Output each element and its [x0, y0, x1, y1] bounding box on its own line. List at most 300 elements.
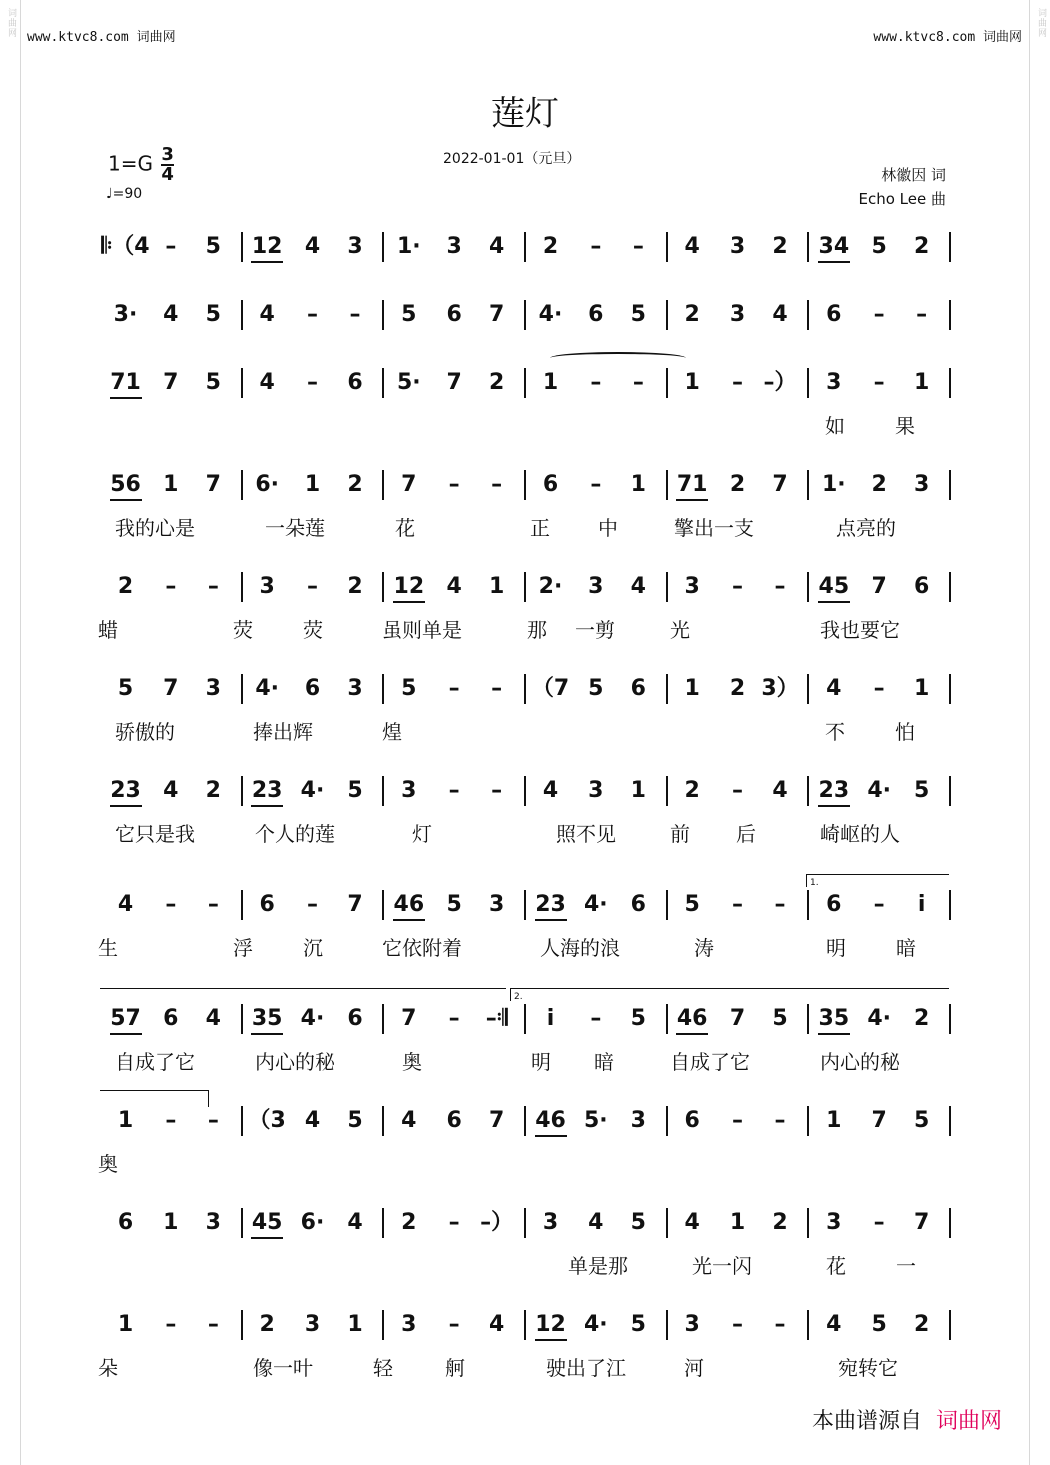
volta-end: [100, 1090, 209, 1107]
note: –: [307, 892, 318, 917]
eighth-beam: [251, 805, 283, 807]
right-margin-strip: [1029, 0, 1050, 1465]
note: 1: [163, 472, 179, 497]
note: –: [732, 1312, 743, 1337]
note: 3: [826, 1210, 842, 1235]
note: 1: [163, 1210, 179, 1235]
lyric-text: 自成了它: [115, 1050, 195, 1074]
note: 1·: [396, 234, 421, 259]
bar-line: [807, 890, 809, 920]
bar-line: [241, 232, 243, 262]
lyric-text: 捧出辉: [253, 720, 313, 744]
note: 4: [826, 676, 842, 701]
note: （3: [248, 1108, 286, 1133]
bar-line: [382, 674, 384, 704]
note: –: [448, 778, 460, 803]
note: 5: [347, 1108, 363, 1133]
note: 4: [684, 234, 700, 259]
bar-line: [241, 1106, 243, 1136]
note: 7: [163, 676, 179, 701]
note: 2: [729, 472, 746, 497]
bar-line: [524, 470, 526, 500]
lyric-text: 内心的秘: [255, 1050, 335, 1074]
bar-line: [949, 674, 951, 704]
volta-label-2: 2.: [514, 992, 523, 1002]
note: 7: [347, 892, 363, 917]
note: 4: [163, 302, 179, 327]
note: 5: [630, 302, 646, 327]
note: 4: [772, 302, 788, 327]
bar-line: [382, 300, 384, 330]
note: 5: [205, 234, 221, 259]
note: –: [873, 676, 885, 701]
note: 5: [914, 1108, 930, 1133]
left-margin-strip: [0, 0, 21, 1465]
bar-line: [241, 1310, 243, 1340]
note: 6: [347, 370, 363, 395]
note: 3: [542, 1210, 559, 1235]
bar-line: [524, 674, 526, 704]
note: 4·: [867, 1006, 891, 1031]
lyric-text: 河: [684, 1356, 704, 1380]
note: 6: [588, 302, 604, 327]
volta-bracket-1: [806, 874, 949, 887]
lyric-text: 如: [825, 414, 845, 438]
note: 3: [347, 234, 363, 259]
note: 3: [826, 370, 842, 395]
note: –: [349, 302, 361, 327]
lyric-text: 光一闪: [692, 1254, 752, 1278]
lyric-text: 奥: [98, 1152, 118, 1176]
eighth-beam: [393, 601, 425, 603]
left-margin-watermark: 词曲网: [6, 8, 16, 38]
note: –: [207, 574, 219, 599]
eighth-beam: [110, 805, 142, 807]
note: 3: [401, 1312, 417, 1337]
note: 4: [772, 778, 788, 803]
bar-line: [807, 368, 809, 398]
bar-line: [807, 1208, 809, 1238]
eighth-beam: [251, 1033, 283, 1035]
lyric-text: 擎出一支: [674, 516, 754, 540]
note: –: [632, 234, 644, 259]
note: –: [207, 892, 219, 917]
note: 23: [535, 892, 566, 917]
note: –: [491, 778, 503, 803]
lyric-text: 我的心是: [115, 516, 195, 540]
lyric-text: 一: [896, 1254, 916, 1278]
note: 12: [251, 234, 283, 259]
note: 46: [393, 892, 425, 917]
note: 5: [630, 1312, 646, 1337]
note: –: [774, 574, 786, 599]
note: 6: [304, 676, 321, 701]
note: 5: [401, 676, 417, 701]
note: 6: [542, 472, 559, 497]
note: –: [732, 892, 743, 917]
note: –𝄇: [485, 1006, 508, 1031]
bar-line: [666, 674, 668, 704]
note: 4: [304, 1108, 321, 1133]
note: 2: [347, 574, 363, 599]
bar-line: [807, 1106, 809, 1136]
tempo-value: =90: [112, 186, 143, 202]
song-title: 莲灯: [491, 94, 559, 134]
composer-credit: Echo Lee 曲: [858, 190, 946, 208]
bar-line: [382, 572, 384, 602]
note: 6: [914, 574, 930, 599]
note: –: [165, 234, 177, 259]
note: 7: [489, 1108, 505, 1133]
tie-mark: [550, 352, 686, 364]
bar-line: [524, 572, 526, 602]
lyric-text: 生: [98, 936, 118, 960]
note: 4: [401, 1108, 417, 1133]
note: 23: [251, 778, 283, 803]
lyric-text: 正: [530, 516, 550, 540]
date-label: 2022-01-01（元旦）: [443, 151, 581, 167]
note: 1·: [821, 472, 846, 497]
key-label: 1=G: [108, 151, 153, 176]
note: 46: [535, 1108, 566, 1133]
note: 3: [259, 574, 275, 599]
note: 3: [304, 1312, 321, 1337]
bar-line: [949, 232, 951, 262]
bar-line: [949, 1106, 951, 1136]
note: 5: [117, 676, 134, 701]
note: 1: [914, 676, 930, 701]
note: 2: [684, 778, 700, 803]
note: 5: [205, 370, 221, 395]
bar-line: [807, 232, 809, 262]
bar-line: [241, 368, 243, 398]
note: 2: [871, 472, 887, 497]
note: –: [165, 1108, 177, 1133]
bar-line: [949, 776, 951, 806]
note: 23: [110, 778, 141, 803]
lyric-text: 明: [826, 936, 846, 960]
note: 4·: [300, 778, 325, 803]
lyric-text: 朵: [98, 1356, 118, 1380]
lyric-text: 照不见: [556, 822, 616, 846]
note: 6: [446, 302, 462, 327]
note: 4: [630, 574, 646, 599]
bar-line: [241, 674, 243, 704]
note: 1: [729, 1210, 746, 1235]
bar-line: [666, 232, 668, 262]
tempo-marking: [106, 186, 142, 202]
note: 7: [163, 370, 179, 395]
note: 45: [818, 574, 850, 599]
lyric-text: 一朵莲: [265, 516, 325, 540]
lyric-text: 驶出了江: [546, 1356, 626, 1380]
note: 1: [489, 574, 505, 599]
bar-line: [524, 300, 526, 330]
note: 4: [304, 234, 321, 259]
header-site-left[interactable]: www.ktvc8.com 词曲网: [27, 30, 176, 45]
note: –: [873, 1210, 885, 1235]
note: –: [774, 1312, 786, 1337]
lyric-text: 果: [895, 414, 915, 438]
eighth-beam: [676, 499, 708, 501]
eighth-beam: [535, 919, 567, 921]
footer-brand-link[interactable]: 词曲网: [935, 1409, 1002, 1434]
note: 4: [205, 1006, 221, 1031]
time-signature: [161, 146, 174, 184]
bar-line: [807, 1004, 809, 1034]
eighth-beam: [110, 397, 142, 399]
note: 5: [446, 892, 462, 917]
note: 3: [729, 302, 746, 327]
note: 4: [588, 1210, 604, 1235]
note: 3: [205, 676, 221, 701]
lyric-text: 花: [395, 516, 415, 540]
note: 3: [630, 1108, 646, 1133]
note: 4: [163, 778, 179, 803]
note: 5: [914, 778, 930, 803]
bar-line: [382, 470, 384, 500]
note: 56: [110, 472, 141, 497]
bar-line: [666, 1310, 668, 1340]
note: 3: [347, 676, 363, 701]
note: 5: [871, 234, 887, 259]
note: 1: [826, 1108, 842, 1133]
lyricist-credit: 林徽因 词: [881, 166, 946, 184]
note: 2: [259, 1312, 275, 1337]
note: 7: [401, 1006, 417, 1031]
note: 6: [163, 1006, 179, 1031]
note: 5: [630, 1006, 646, 1031]
bar-line: [382, 776, 384, 806]
note: 12: [393, 574, 425, 599]
lyric-text: 人海的浪: [540, 936, 620, 960]
lyric-text: 荧: [233, 618, 253, 642]
note: 7: [871, 574, 887, 599]
note: 2: [772, 1210, 788, 1235]
note: –: [732, 370, 743, 395]
note: 5: [205, 302, 221, 327]
lyric-text: 虽则单是: [382, 618, 462, 642]
eighth-beam: [818, 1033, 850, 1035]
right-margin-watermark: 词曲网: [1036, 8, 1046, 38]
note: 1: [304, 472, 321, 497]
note: –: [590, 1006, 602, 1031]
bar-line: [241, 572, 243, 602]
note: 7: [205, 472, 221, 497]
bar-line: [666, 368, 668, 398]
lyric-text: 荧: [303, 618, 323, 642]
bar-line: [524, 1004, 526, 1034]
lyric-text: 奥: [402, 1050, 422, 1074]
bar-line: [666, 890, 668, 920]
bar-line: [949, 572, 951, 602]
note: 2: [914, 1312, 930, 1337]
eighth-beam: [818, 261, 850, 263]
bar-line: [241, 776, 243, 806]
lyric-text: 前: [670, 822, 690, 846]
note: –）: [763, 370, 797, 395]
note: 6·: [255, 472, 279, 497]
lyric-text: 暗: [594, 1050, 614, 1074]
lyric-text: 内心的秘: [820, 1050, 900, 1074]
bar-line: [524, 1310, 526, 1340]
bar-line: [949, 1208, 951, 1238]
note: 35: [251, 1006, 283, 1031]
note: 1: [347, 1312, 363, 1337]
bar-line: [241, 1004, 243, 1034]
lyric-text: 中: [598, 516, 618, 540]
bar-line: [807, 470, 809, 500]
note: 2: [729, 676, 746, 701]
note: 2: [401, 1210, 417, 1235]
note: 35: [818, 1006, 850, 1031]
note: 3: [401, 778, 417, 803]
bar-line: [382, 1310, 384, 1340]
note: 5: [401, 302, 417, 327]
note: i: [917, 892, 926, 917]
note: 71: [676, 472, 708, 497]
note: 4: [489, 234, 505, 259]
note: 1: [630, 778, 646, 803]
bar-line: [666, 572, 668, 602]
note: 6: [630, 676, 646, 701]
lyric-text: 明: [531, 1050, 551, 1074]
note: 3: [684, 1312, 700, 1337]
note: –: [307, 302, 318, 327]
note: 1: [542, 370, 559, 395]
note: –: [448, 1006, 460, 1031]
bar-line: [949, 890, 951, 920]
note: 7: [401, 472, 417, 497]
note: 6: [826, 892, 842, 917]
note: 6: [684, 1108, 700, 1133]
bar-line: [949, 1004, 951, 1034]
time-sig-top: 3: [161, 144, 174, 165]
note: –: [590, 472, 602, 497]
bar-line: [382, 232, 384, 262]
note: –）: [480, 1210, 514, 1235]
note: 7: [914, 1210, 930, 1235]
note: –: [307, 370, 318, 395]
lyric-text: 崎岖的人: [820, 822, 900, 846]
note: –: [448, 676, 460, 701]
note: 71: [110, 370, 141, 395]
eighth-beam: [251, 261, 283, 263]
note: 6: [259, 892, 275, 917]
note: 3: [729, 234, 746, 259]
note: 3: [914, 472, 930, 497]
note: –: [590, 234, 602, 259]
note: –: [207, 1312, 219, 1337]
note: –: [207, 1108, 219, 1133]
note: 1: [117, 1108, 134, 1133]
note: 5·: [396, 370, 421, 395]
bar-line: [524, 1106, 526, 1136]
bar-line: [807, 776, 809, 806]
note: i: [546, 1006, 555, 1031]
note: 4: [446, 574, 462, 599]
note: 2: [914, 234, 930, 259]
note: 4: [542, 778, 559, 803]
lyric-text: 一剪: [575, 618, 615, 642]
lyric-text: 宛转它: [838, 1356, 898, 1380]
lyric-text: 点亮的: [836, 516, 896, 540]
note: 2: [914, 1006, 930, 1031]
bar-line: [382, 1004, 384, 1034]
lyric-text: 后: [736, 822, 756, 846]
note: 6: [826, 302, 842, 327]
note: 4: [117, 892, 134, 917]
note: 4·: [300, 1006, 325, 1031]
volta-label-1: 1.: [810, 878, 819, 888]
note: 3: [588, 778, 604, 803]
note: 4: [259, 370, 275, 395]
note: 3: [446, 234, 462, 259]
lyric-text: 它依附着: [382, 936, 462, 960]
eighth-beam: [818, 805, 850, 807]
lyric-text: 个人的莲: [255, 822, 335, 846]
note: 2: [489, 370, 505, 395]
lyric-text: 舸: [445, 1356, 465, 1380]
note: 2: [205, 778, 221, 803]
note: 3: [489, 892, 505, 917]
note: 3: [588, 574, 604, 599]
note: –: [873, 370, 885, 395]
note: 5: [630, 1210, 646, 1235]
footer-source: [812, 1404, 1002, 1435]
lyric-text: 浮: [233, 936, 253, 960]
bar-line: [666, 1208, 668, 1238]
bar-line: [666, 1004, 668, 1034]
note: 5: [684, 892, 700, 917]
bar-line: [241, 1208, 243, 1238]
note: 6: [446, 1108, 462, 1133]
note: 3·: [113, 302, 138, 327]
bar-line: [807, 674, 809, 704]
note: –: [590, 370, 602, 395]
bar-line: [524, 232, 526, 262]
note: 5: [347, 778, 363, 803]
lyric-text: 那: [527, 618, 547, 642]
note: 2: [684, 302, 700, 327]
bar-line: [524, 890, 526, 920]
bar-line: [666, 776, 668, 806]
note: –: [448, 1210, 460, 1235]
note: –: [491, 676, 503, 701]
lyric-text: 轻: [373, 1356, 393, 1380]
lyric-text: 蜡: [98, 618, 118, 642]
note: 34: [818, 234, 850, 259]
bar-line: [949, 470, 951, 500]
key-signature: [108, 146, 174, 184]
header-site-right[interactable]: www.ktvc8.com 词曲网: [873, 30, 1022, 45]
note: –: [165, 892, 177, 917]
bar-line: [524, 1208, 526, 1238]
lyric-text: 沉: [303, 936, 323, 960]
lyric-text: 暗: [896, 936, 916, 960]
bar-line: [666, 300, 668, 330]
note: –: [774, 1108, 786, 1133]
note: 1: [914, 370, 930, 395]
note: –: [873, 302, 885, 327]
note: 4·: [255, 676, 279, 701]
quarter-note-icon: ♩: [106, 186, 113, 202]
note: –: [491, 472, 503, 497]
eighth-beam: [535, 1339, 567, 1341]
volta-bracket-2: [510, 988, 949, 1001]
bar-line: [382, 890, 384, 920]
bar-line: [949, 300, 951, 330]
